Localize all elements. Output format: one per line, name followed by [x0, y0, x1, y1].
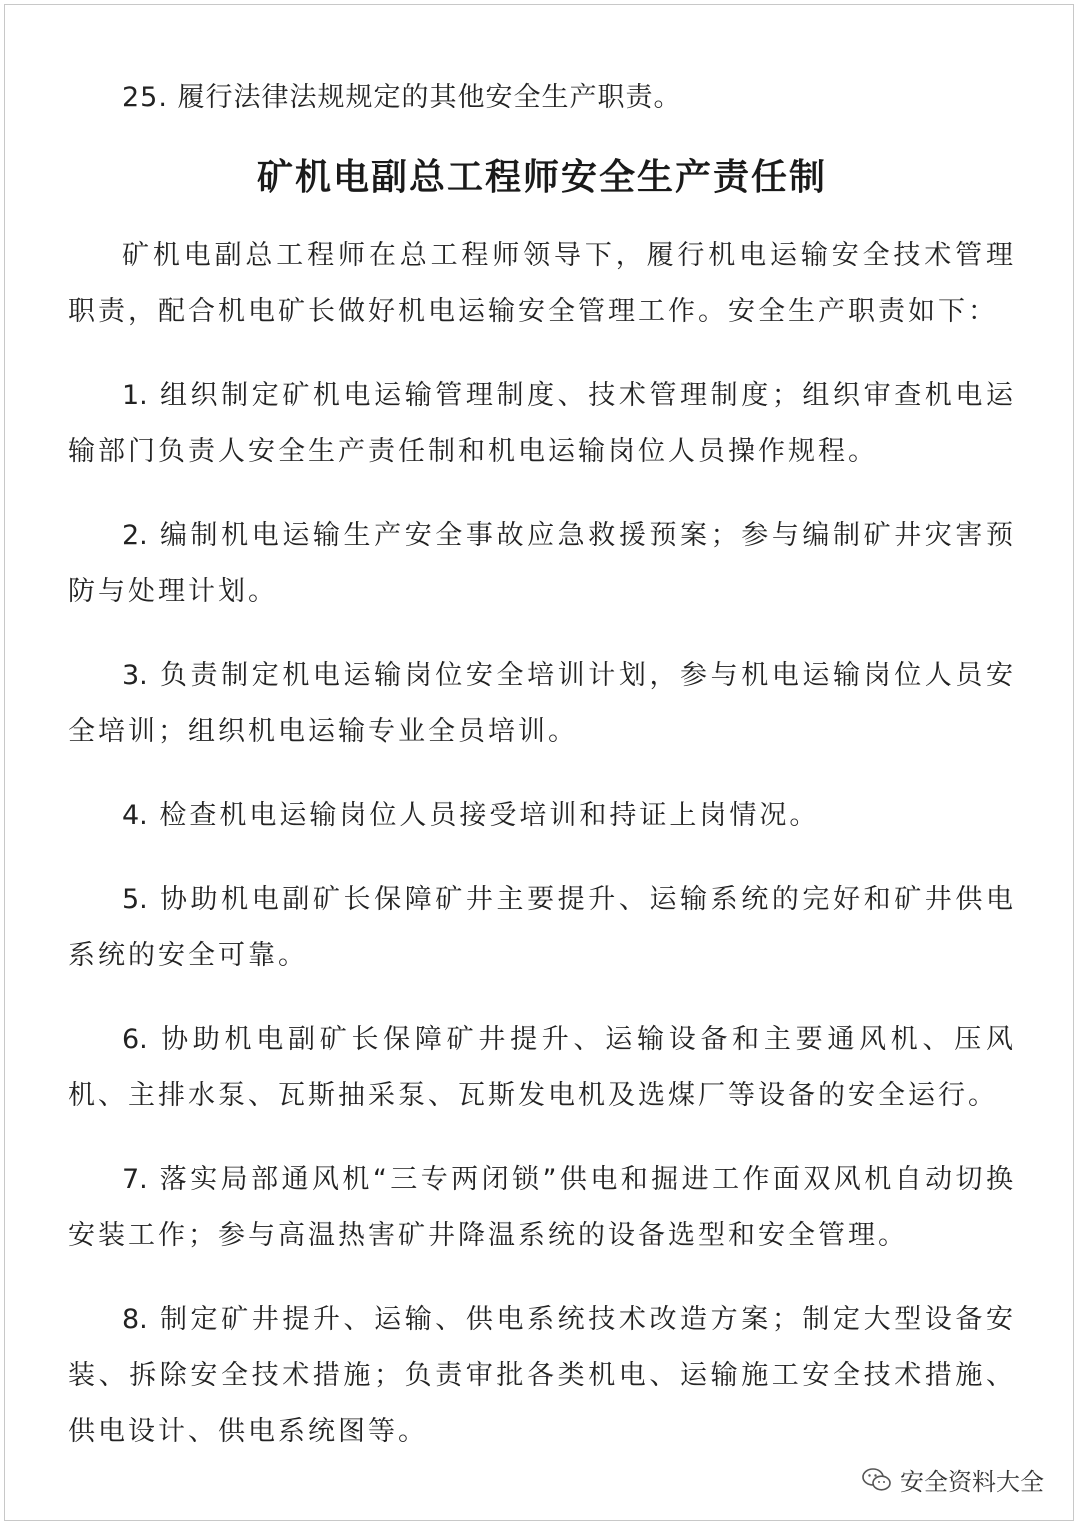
item-text: 协助机电副矿长保障矿井主要提升、运输系统的完好和矿井供电系统的安全可靠。 [68, 884, 1016, 971]
item-text: 落实局部通风机“三专两闭锁”供电和掘进工作面双风机自动切换安装工作；参与高温热害矿井降温系统的设备选型和安全管理。 [68, 1164, 1016, 1251]
watermark [862, 1462, 1044, 1497]
item-number: 1. [122, 380, 148, 411]
list-item [68, 1292, 1016, 1460]
item-text: 协助机电副矿长保障矿井提升、运输设备和主要通风机、压风机、主排水泵、瓦斯抽采泵、瓦斯发电机及选煤厂等设备的安全运行。 [68, 1024, 1016, 1111]
item-text: 制定矿井提升、运输、供电系统技术改造方案；制定大型设备安装、拆除安全技术措施；负责审批各类机电、运输施工安全技术措施、供电设计、供电系统图等。 [68, 1304, 1016, 1447]
intro-paragraph: 矿机电副总工程师在总工程师领导下，履行机电运输安全技术管理职责，配合机电矿长做好机电运输安全管理工作。安全生产职责如下： [68, 240, 1016, 327]
watermark-text: 安全资料大全 [900, 1468, 1044, 1496]
item-number: 4. [122, 800, 148, 831]
item-number: 2. [122, 520, 148, 551]
list-item [68, 1012, 1016, 1124]
page-title: 矿机电副总工程师安全生产责任制 [256, 157, 827, 198]
item-number: 3. [122, 660, 148, 691]
list-item [68, 1152, 1016, 1264]
list-item [68, 508, 1016, 620]
item-number: 6. [122, 1024, 148, 1055]
item-number: 8. [122, 1304, 148, 1335]
document-body [68, 70, 1016, 1488]
item-text: 负责制定机电运输岗位安全培训计划，参与机电运输岗位人员安全培训；组织机电运输专业全员培训。 [68, 660, 1016, 747]
item-text: 检查机电运输岗位人员接受培训和持证上岗情况。 [159, 800, 820, 831]
item-number: 7. [122, 1164, 148, 1195]
list-item [68, 788, 1016, 844]
list-item [68, 368, 1016, 480]
item-text: 编制机电运输生产安全事故应急救援预案；参与编制矿井灾害预防与处理计划。 [68, 520, 1016, 607]
list-item [68, 648, 1016, 760]
item-text: 组织制定矿机电运输管理制度、技术管理制度；组织审查机电运输部门负责人安全生产责任制和机电运输岗位人员操作规程。 [68, 380, 1016, 467]
item-number: 5. [122, 884, 148, 915]
top-line: 25. 履行法律法规规定的其他安全生产职责。 [122, 82, 682, 113]
wechat-icon [862, 1467, 892, 1493]
list-item [68, 872, 1016, 984]
